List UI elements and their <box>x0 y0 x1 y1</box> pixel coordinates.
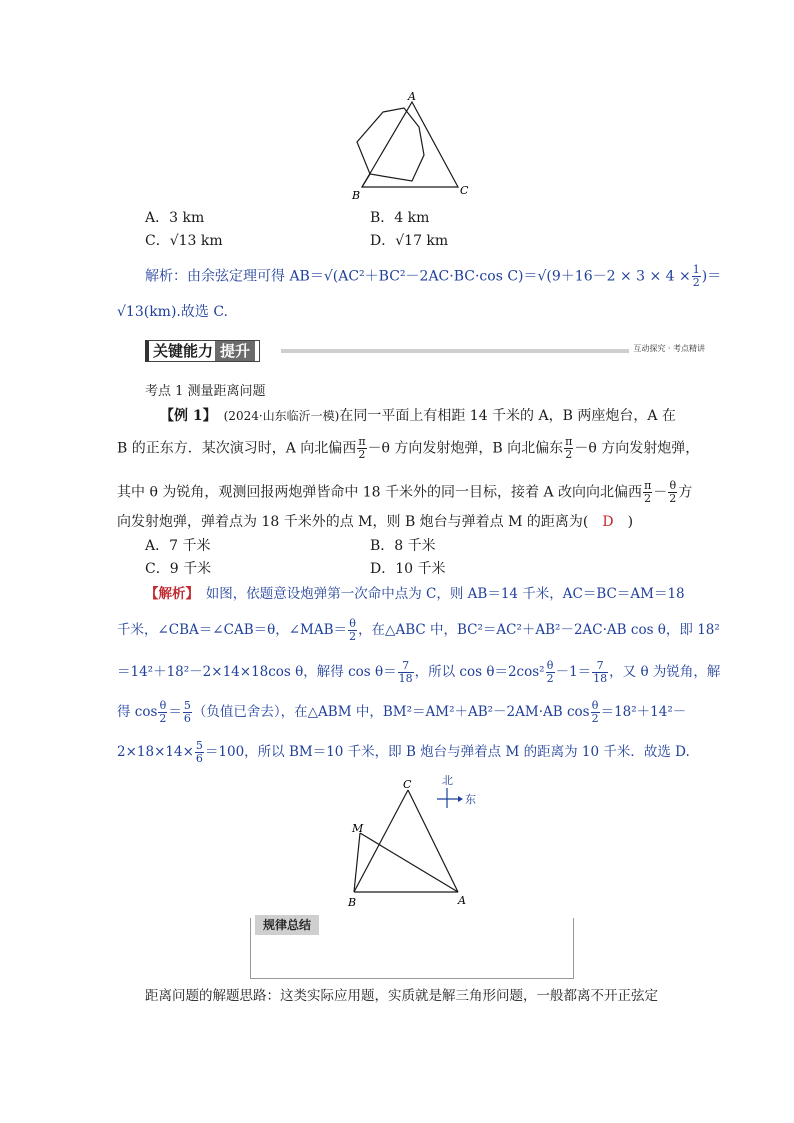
section-subtitle: 互动探究 · 考点精讲 <box>629 343 705 354</box>
prev-analysis-line1: 解析：由余弦定理可得 AB＝√(AC²＋BC²－2AC·BC·cos C)＝√(9＋16－2 × 3 × 4 × $\frac{1}{2}$ )＝ <box>145 263 722 289</box>
example-line1: 【例 1】 (2024·山东临沂一模)在同一平面上有相距 14 千米的 A，B 两座炮台，A 在 <box>160 408 676 424</box>
solution-line5: 2×18×14× $\frac{5}{6}$ ＝100，所以 BM＝10 千米，即 B 炮台与弹着点 M 的距离为 10 千米．故选 D. <box>117 739 690 765</box>
example-line3: 其中 θ 为锐角，观测回报两炮弹皆命中 18 千米外的同一目标，接着 A 改向向北偏西 $\frac{\pi}{2}$ － $\frac{\theta}{2}$ 方 <box>117 479 693 505</box>
solution-line4: 得 cos $\frac{\theta}{2}$ ＝ $\frac{5}{6}$ （负值已舍去），在△ABM 中，BM²＝AM²＋AB²－2AM·AB cos $\frac{\theta}{2}$ ＝18²＋14²－ <box>117 699 687 725</box>
ex-option-c: C．9 千米 <box>145 561 212 577</box>
compass-east-arrow <box>458 796 463 802</box>
compass-east-label: 东 <box>465 793 476 806</box>
bottom-label-c: C <box>403 778 412 791</box>
bottom-label-a: A <box>458 894 466 907</box>
example-tag: 【例 1】 <box>160 408 210 424</box>
prev-option-a: A．3 km <box>145 210 205 226</box>
summary-tag: 规律总结 <box>255 915 319 935</box>
solution-line3: ＝14²＋18²－2×14×18cos θ，解得 cos θ＝ $\frac{7}{18}$ ，所以 cos θ＝2cos² $\frac{\theta}{2}$ －1＝ $\frac{7}{18}$ ，又 θ 为锐角，解 <box>117 659 721 685</box>
example-answer: D <box>602 514 614 530</box>
topic-heading: 考点 1 测量距离问题 <box>145 384 266 399</box>
ex-option-a: A．7 千米 <box>145 538 211 554</box>
top-figure <box>340 92 480 207</box>
prev-analysis-line2: √13(km).故选 C. <box>117 304 228 320</box>
solution-tag: 【解析】 <box>145 586 193 602</box>
bottom-label-b: B <box>348 896 357 909</box>
prev-option-b: B．4 km <box>370 210 430 226</box>
top-label-c: C <box>460 184 469 197</box>
frac-half: $\frac{1}{2}$ <box>692 263 700 289</box>
ex-option-b: B．8 千米 <box>370 538 436 554</box>
section-title: 关键能力 提升 <box>145 340 260 362</box>
edge-cb <box>354 790 408 892</box>
prev-option-c: C．√13 km <box>145 233 223 249</box>
example-source: (2024·山东临沂一模) <box>223 409 340 423</box>
top-figure-polygon <box>357 108 424 181</box>
summary-text: 距离问题的解题思路：这类实际应用题，实质就是解三角形问题，一般都离不开正弦定 <box>145 988 658 1004</box>
top-label-b: B <box>352 189 361 202</box>
section-highlight: 提升 <box>215 341 255 361</box>
compass-north-label: 北 <box>442 774 453 787</box>
section-header <box>145 340 705 362</box>
solution-line2: 千米，∠CBA＝∠CAB＝θ，∠MAB＝ $\frac{\theta}{2}$ ，在△ABC 中，BC²＝AC²＋AB²－2AC·AB cos θ，即 18² <box>117 617 720 643</box>
example-line2: B 的正东方．某次演习时，A 向北偏西 $\frac{\pi}{2}$ －θ 方向发射炮弹，B 向北偏东 $\frac{\pi}{2}$ －θ 方向发射炮弹， <box>117 435 700 461</box>
ex-option-d: D．10 千米 <box>370 561 446 577</box>
example-line4: 向发射炮弹，弹着点为 18 千米外的点 M，则 B 炮台与弹着点 M 的距离为( D ) <box>117 514 634 530</box>
bottom-label-m: M <box>352 822 364 835</box>
top-label-a: A <box>408 92 416 103</box>
prev-option-d: D．√17 km <box>370 233 449 249</box>
solution-line1: 【解析】 如图，依题意设炮弹第一次命中点为 C，则 AB＝14 千米，AC＝BC＝AM＝18 <box>145 586 685 602</box>
bottom-figure <box>340 770 490 910</box>
